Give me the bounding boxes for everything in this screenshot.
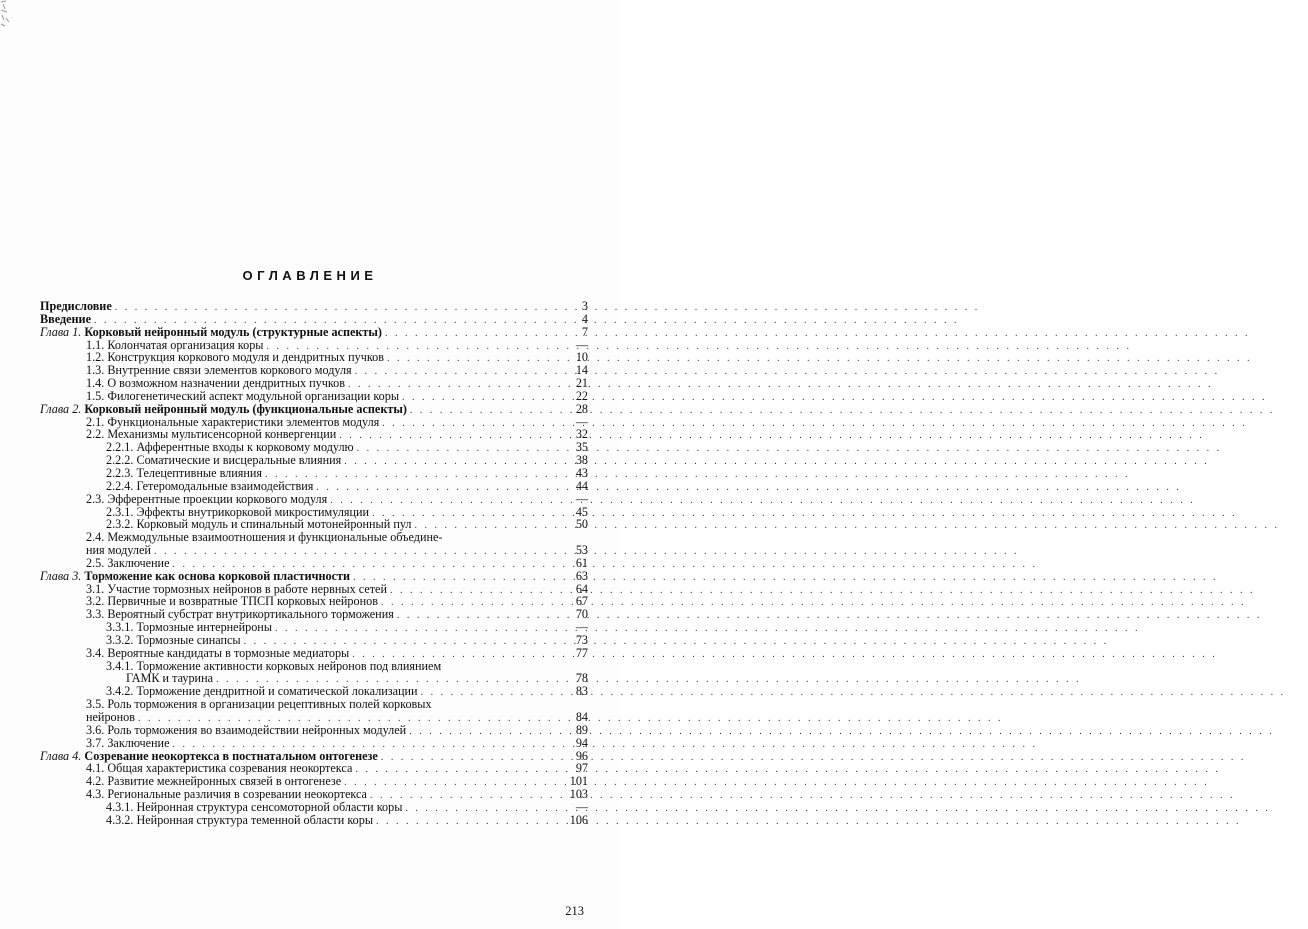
toc-entry-text — [40, 326, 385, 339]
page-number: 213 — [565, 904, 584, 918]
toc-entry-page: 96 — [575, 748, 588, 763]
toc-entry-page: 106 — [569, 812, 588, 827]
toc-entry-text: 4.1. Общая характеристика созревания неокортекса — [86, 761, 353, 776]
toc-entry-page: 64 — [575, 581, 588, 596]
toc-entry-text: 4.2. Развитие межнейронных связей в онтогенезе — [86, 774, 342, 789]
toc-entry — [40, 647, 588, 660]
toc-entry-page: 73 — [575, 632, 588, 647]
toc-entry-text: 2.2.4. Гетеромодальные взаимодействия — [106, 478, 314, 493]
toc-entry — [40, 377, 588, 390]
toc-entry-page: 101 — [569, 774, 588, 789]
toc-entry — [40, 570, 588, 583]
toc-entry-text: 1.4. О возможном назначении дендритных пучков — [86, 376, 346, 391]
toc-entry-text: 3.4.1. Торможение активности корковых нейронов под влиянием — [106, 658, 442, 673]
toc-entry-text: Введение — [40, 311, 91, 326]
toc-entry-text: 2.3. Эфферентные проекции коркового модуля — [86, 491, 328, 506]
toc-entry-text: ГАМК и таурина — [126, 671, 214, 686]
book-page — [0, 0, 620, 929]
toc-entry-page: 94 — [575, 735, 588, 750]
toc-entry-text: ния модулей — [86, 543, 151, 558]
toc-entry-page: 7 — [581, 324, 588, 339]
toc-entry — [40, 480, 588, 493]
toc-entry — [40, 300, 588, 313]
toc-entry-text: 2.2.2. Соматические и висцеральные влияния — [106, 453, 342, 468]
toc-entry-text: 3.1. Участие тормозных нейронов в работе нервных сетей — [86, 581, 387, 596]
toc-entry-text: 3.7. Заключение — [86, 735, 170, 750]
toc-entry-text: 1.2. Конструкция коркового модуля и дендритных пучков — [86, 350, 385, 365]
toc-entry-page: — — [575, 491, 588, 506]
toc-entry-page: 70 — [575, 607, 588, 622]
chapter-label: Глава 2. — [40, 401, 82, 416]
toc-entry-page: — — [575, 337, 588, 352]
chapter-title: Корковый нейронный модуль (структурные аспекты) — [84, 324, 382, 339]
toc-entry-page: 22 — [575, 388, 588, 403]
toc-entry-text: 3.3. Вероятный субстрат внутрикортикального торможения — [86, 607, 394, 622]
toc-entry-text: 2.5. Заключение — [86, 555, 170, 570]
toc-entry-text: 2.3.1. Эффекты внутрикорковой микростимуляции — [106, 504, 370, 519]
toc-entry-text: 4.3.1. Нейронная структура сенсомоторной области коры — [106, 799, 403, 814]
toc-entry-page: 97 — [575, 761, 588, 776]
toc-entry-text: 1.5. Филогенетический аспект модульной организации коры — [86, 388, 400, 403]
toc-entry — [40, 467, 588, 480]
toc-entry-page: 21 — [575, 376, 588, 391]
toc-entry — [40, 493, 588, 506]
toc-entry-text: 2.4. Межмодульные взаимоотношения и функциональные объедине- — [86, 530, 443, 545]
chapter-title: Корковый нейронный модуль (функциональные аспекты) — [84, 401, 407, 416]
toc-entry-text: 2.2. Механизмы мультисенсорной конвергенции — [86, 427, 337, 442]
toc-entry-text: 2.1. Функциональные характеристики элементов модуля — [86, 414, 380, 429]
toc-entry-text: Предисловие — [40, 299, 112, 313]
toc-entry — [40, 788, 588, 801]
toc-entry-page: 78 — [575, 671, 588, 686]
chapter-label: Глава 1. — [40, 324, 82, 339]
toc-title: ОГЛАВЛЕНИЕ — [242, 268, 378, 283]
toc-entry-page: 44 — [575, 478, 588, 493]
toc-entry-page: 77 — [575, 645, 588, 660]
toc-entry-text: 3.6. Роль торможения во взаимодействии нейронных модулей — [86, 722, 407, 737]
toc-entry — [40, 634, 588, 647]
toc-entry-page: 89 — [575, 722, 588, 737]
toc-entry-page: 14 — [575, 363, 588, 378]
toc-entry-text: 3.2. Первичные и возвратные ТПСП корковых нейронов — [86, 594, 378, 609]
chapter-title: Созревание неокортекса в постнатальном онтогенезе — [84, 748, 378, 763]
dot-leader — [376, 816, 560, 829]
toc-entry-continuation — [40, 711, 588, 724]
toc-entry-text: 4.3.2. Нейронная структура теменной области коры — [106, 812, 374, 827]
toc-entry-text — [40, 403, 410, 416]
toc-entry-page: — — [575, 414, 588, 429]
chapter-title: Торможение как основа корковой пластичности — [84, 568, 351, 583]
toc-entry-page: 50 — [575, 517, 588, 532]
toc-entry — [40, 801, 588, 814]
toc-entry-page: 38 — [575, 453, 588, 468]
toc-entry-page: — — [575, 620, 588, 635]
toc-entry-text: 3.4. Вероятные кандидаты в тормозные медиаторы — [86, 645, 350, 660]
toc-entry-page: 63 — [575, 568, 588, 583]
toc-entry-text: 3.5. Роль торможения в организации рецептивных полей корковых — [86, 697, 432, 712]
toc-entry-text: 3.3.1. Тормозные интернейроны — [106, 620, 273, 635]
toc-entry-text: 4.3. Региональные различия в созревании неокортекса — [86, 787, 367, 802]
toc-entry — [40, 814, 588, 827]
toc-entry-page: 61 — [575, 555, 588, 570]
toc-entry-page: 83 — [575, 684, 588, 699]
toc-entry-page: 67 — [575, 594, 588, 609]
toc-entry-text: 3.4.2. Торможение дендритной и соматической локализации — [106, 684, 418, 699]
toc-entry-text — [40, 570, 353, 583]
toc-entry — [40, 326, 588, 339]
scan-artifact-icon — [0, 0, 18, 28]
toc-entry-continuation — [40, 544, 588, 557]
toc-entry-page: 53 — [575, 543, 588, 558]
toc-entry — [40, 403, 588, 416]
toc-entry-text: 3.3.2. Тормозные синапсы — [106, 632, 241, 647]
toc-entry — [40, 621, 588, 634]
toc-entry-text: нейронов — [86, 710, 136, 724]
chapter-label: Глава 3. — [40, 568, 82, 583]
table-of-contents — [40, 300, 588, 827]
toc-entry-page: 45 — [575, 504, 588, 519]
toc-entry-page: 43 — [575, 465, 588, 480]
toc-entry-text: 2.2.1. Афферентные входы к корковому модулю — [106, 440, 354, 455]
toc-entry-page: 4 — [581, 311, 588, 326]
toc-entry-text: 1.1. Колончатая организация коры — [86, 337, 264, 352]
chapter-label: Глава 4. — [40, 748, 82, 763]
toc-entry-text: 2.3.2. Корковый модуль и спинальный мотонейронный пул — [106, 517, 412, 532]
toc-entry-text: 2.2.3. Телецептивные влияния — [106, 465, 263, 480]
toc-entry-page: 28 — [575, 401, 588, 416]
toc-entry-page: 10 — [575, 350, 588, 365]
toc-entry-text: 1.3. Внутренние связи элементов коркового модуля — [86, 363, 352, 378]
toc-entry-page: 103 — [569, 787, 588, 802]
toc-entry — [40, 724, 588, 737]
toc-entry-page: 3 — [581, 299, 588, 313]
toc-entry — [40, 660, 588, 673]
toc-entry-page: 84 — [575, 710, 588, 724]
toc-entry-page: — — [575, 799, 588, 814]
toc-entry-page: 32 — [575, 427, 588, 442]
toc-entry-page: 35 — [575, 440, 588, 455]
